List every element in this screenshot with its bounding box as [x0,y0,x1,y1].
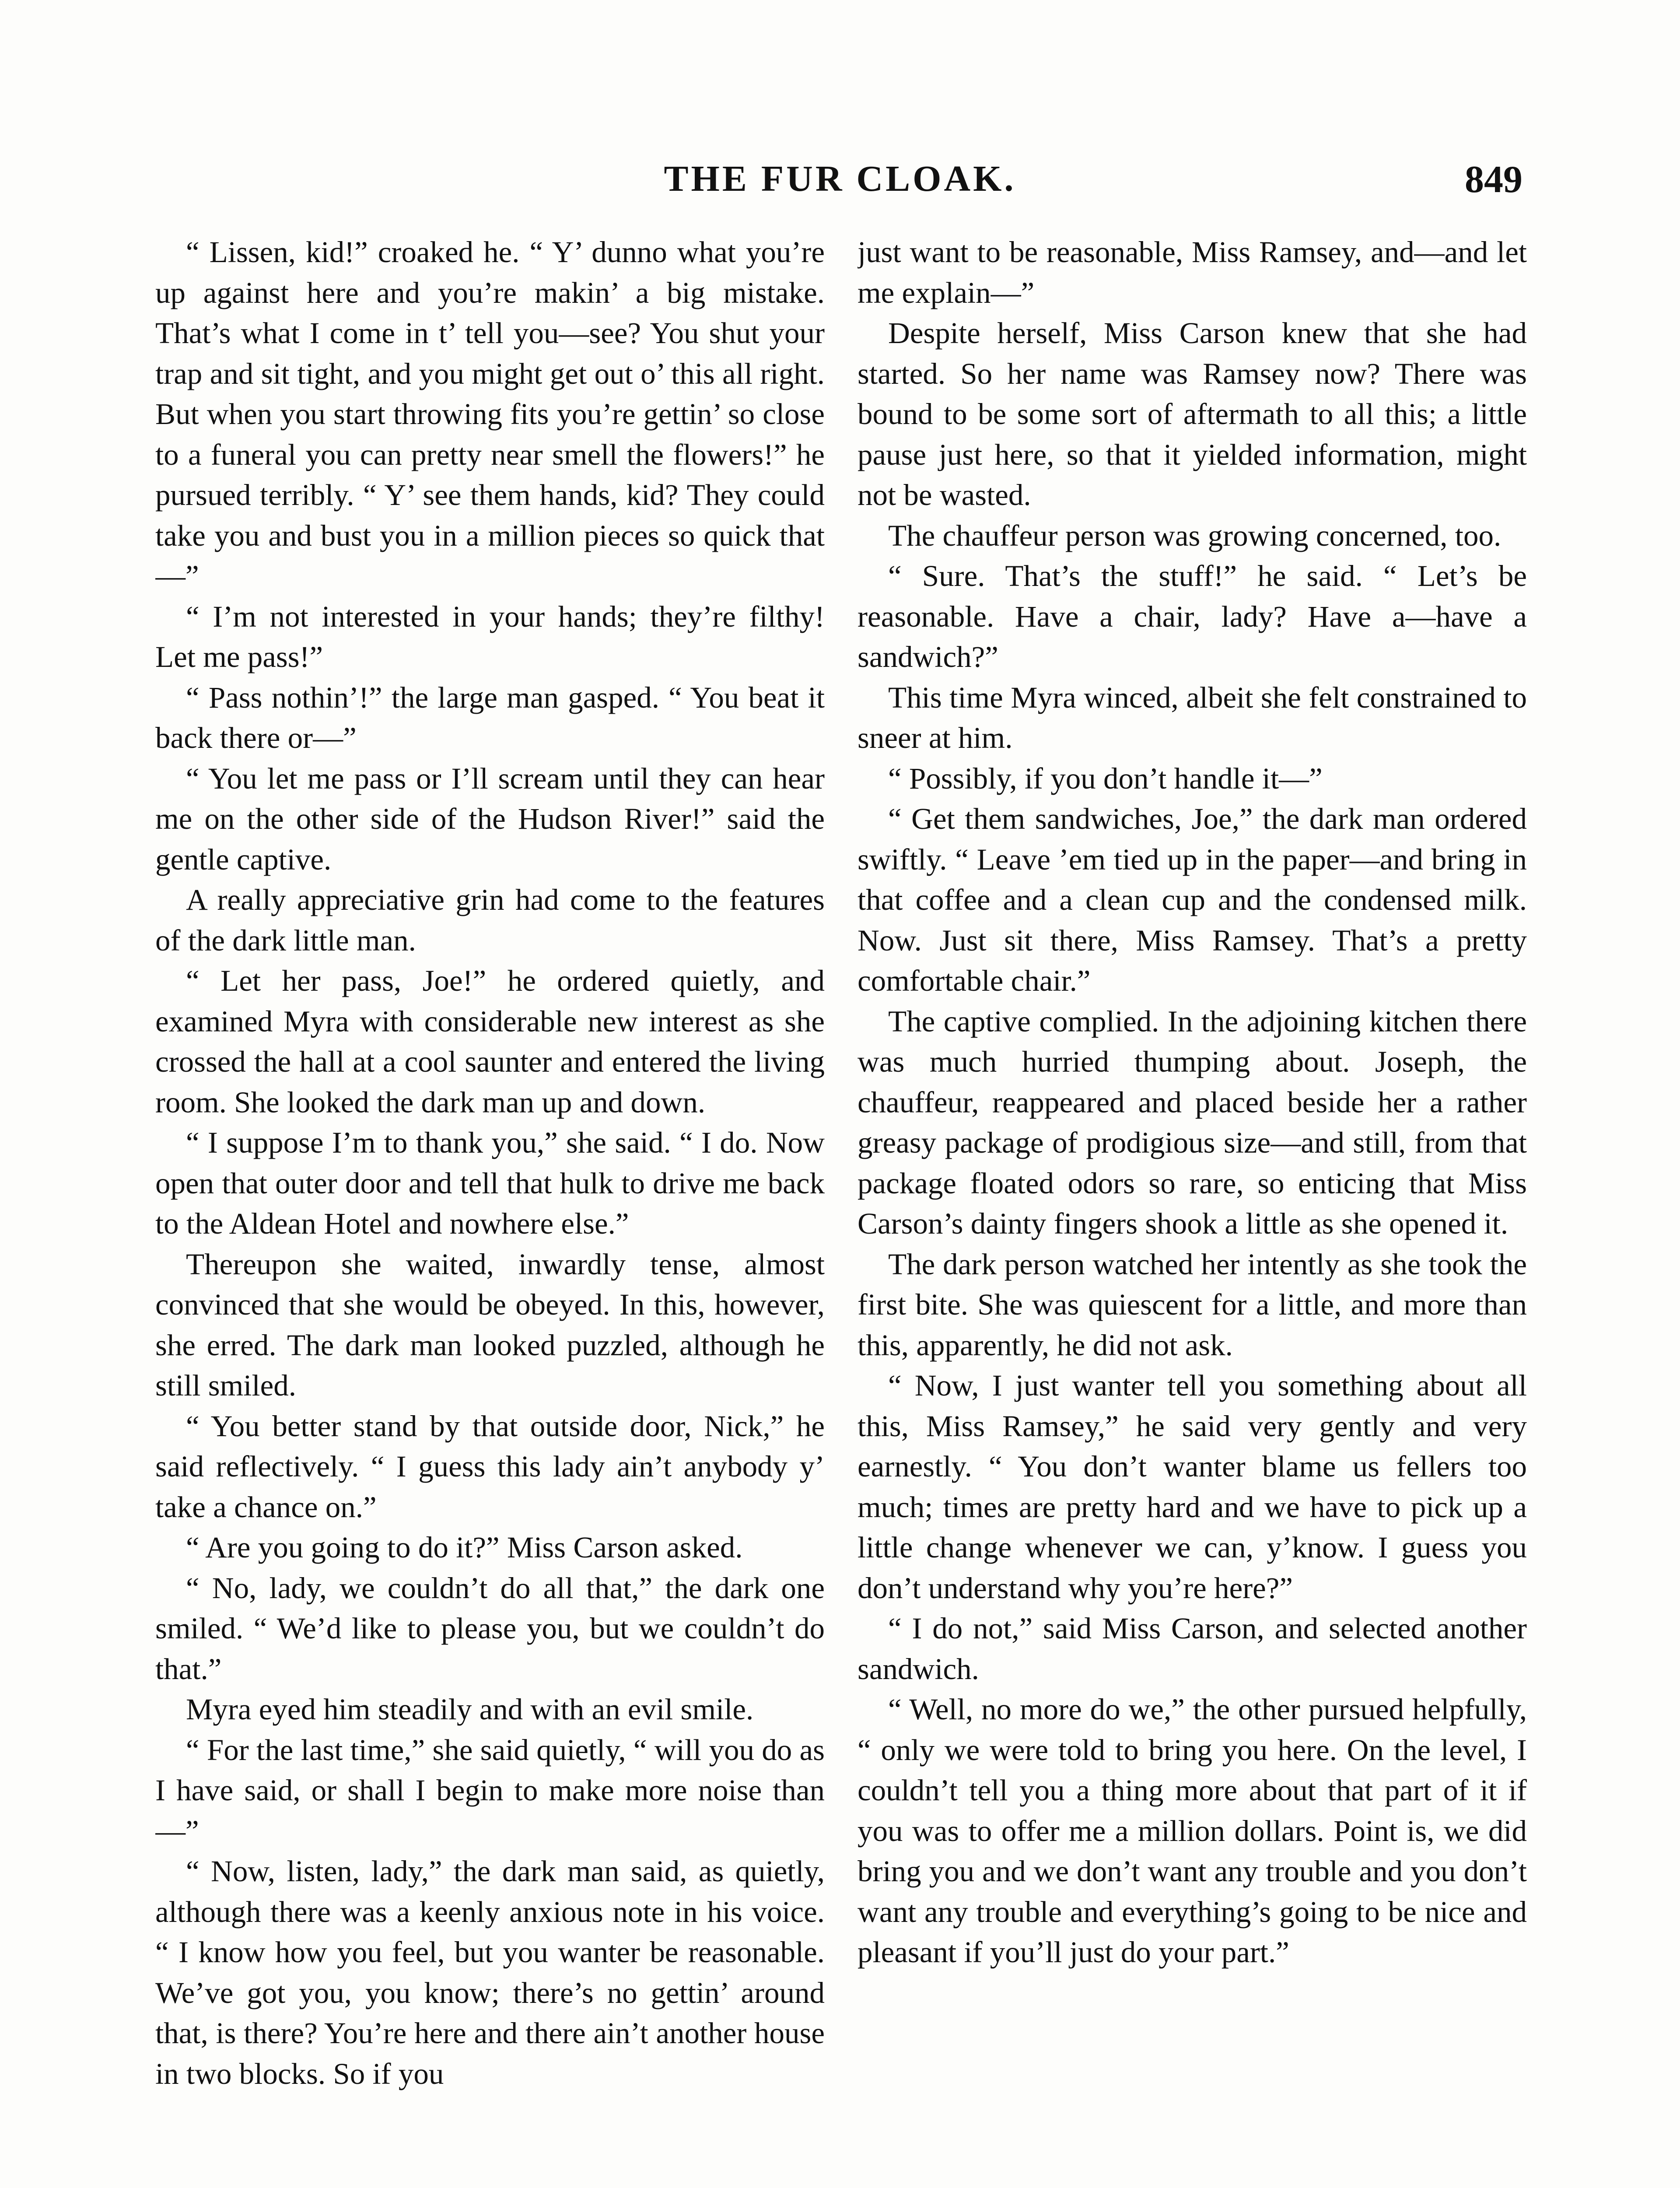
paragraph: Myra eyed him steadily and with an evil smile. [186,1693,754,1726]
paragraph: The captive complied. In the adjoining kitchen there was much hurried thumping about. Joseph, the chauffeur, reappeared and placed beside her a rather greasy package of prodigious size—and still, from that package floated odors so rare, so enticing that Miss Carson’s dainty fingers shook a little as she opened it. [858,1004,1527,1240]
paragraph: This time Myra winced, albeit she felt constrained to sneer at him. [858,680,1527,754]
paragraph: “ Now, listen, lady,” the dark man said, as quietly, although there was a keenly anxious note in his voice. “ I know how you feel, but you wanter be reasonable. We’ve got you, you know; there’s no gettin’ around that, is there? You’re here and there ain’t another house in two blocks. So if you [155,1855,825,2090]
paragraph: “ I suppose I’m to thank you,” she said. “ I do. Now open that outer door and tell that hulk to drive me back to the Aldean Hotel and nowhere else.” [155,1126,825,1240]
paragraph-continued: just want to be reasonable, Miss Ramsey, and—and let me explain—” [858,235,1527,309]
paragraph: “ No, lady, we couldn’t do all that,” the dark one smiled. “ We’d like to please you, but we couldn’t do that.” [155,1571,825,1686]
paragraph: The chauffeur person was growing concerned, too. [888,519,1502,552]
running-title: THE FUR CLOAK. [664,158,1016,199]
paragraph: “ Sure. That’s the stuff!” he said. “ Let’s be reasonable. Have a chair, lady? Have a—have a sandwich?” [858,559,1527,673]
paragraph: The dark person watched her intently as she took the first bite. She was quiescent for a little, and more than this, apparently, he did not ask. [858,1247,1527,1362]
paragraph: “ Possibly, if you don’t handle it—” [888,761,1323,795]
paragraph: Despite herself, Miss Carson knew that she had started. So her name was Ramsey now? There was bound to be some sort of aftermath to all this; a little pause just here, so that it yielded information, might not be wasted. [858,316,1527,512]
paragraph: “ Now, I just wanter tell you something about all this, Miss Ramsey,” he said very gently and very earnestly. “ You don’t wanter blame us fellers too much; times are pretty hard and we have to pick up a little change whenever we can, y’know. I guess you don’t understand why you’re here?” [858,1369,1527,1605]
paragraph: Thereupon she waited, inwardly tense, almost convinced that she would be obeyed. In this, however, she erred. The dark man looked puzzled, although he still smiled. [155,1247,825,1402]
left-column [155,232,825,2188]
paragraph: “ You better stand by that outside door, Nick,” he said reflectively. “ I guess this lady ain’t anybody y’ take a chance on.” [155,1409,825,1524]
paragraph: “ Get them sandwiches, Joe,” the dark man ordered swiftly. “ Leave ’em tied up in the paper—and bring in that coffee and a clean cup and the condensed milk. Now. Just sit there, Miss Ramsey. That’s a pretty comfortable chair.” [858,802,1527,997]
paragraph: “ I do not,” said Miss Carson, and selected another sandwich. [858,1612,1527,1686]
paragraph: “ For the last time,” she said quietly, “ will you do as I have said, or shall I begin to make more noise than—” [155,1733,825,1848]
paragraph: A really appreciative grin had come to the features of the dark little man. [155,883,825,957]
paragraph: “ Lissen, kid!” croaked he. “ Y’ dunno what you’re up against here and you’re makin’ a big mistake. That’s what I come in t’ tell you—see? You shut your trap and sit tight, and you might get out o’ this all right. But when you start throwing fits you’re gettin’ so close to a funeral you can pretty near smell the flowers!” he pursued terribly. “ Y’ see them hands, kid? They could take you and bust you in a million pieces so quick that—” [155,235,825,593]
page-number: 849 [1465,158,1522,201]
paragraph: “ Pass nothin’!” the large man gasped. “ You beat it back there or—” [155,680,825,754]
running-header [158,158,1522,210]
paragraph: “ I’m not interested in your hands; they’re filthy! Let me pass!” [155,600,825,673]
paragraph: “ You let me pass or I’ll scream until they can hear me on the other side of the Hudson River!” said the gentle captive. [155,761,825,876]
paragraph: “ Let her pass, Joe!” he ordered quietly, and examined Myra with considerable new interest as she crossed the hall at a cool saunter and entered the living room. She looked the dark man up and down. [155,964,825,1119]
paragraph: “ Are you going to do it?” Miss Carson asked. [186,1531,743,1564]
paragraph: “ Well, no more do we,” the other pursued helpfully, “ only we were told to bring you here. On the level, I couldn’t tell you a thing more about that part of it if you was to offer me a million dollars. Point is, we did bring you and we don’t want any trouble and you don’t want any trouble and everything’s going to be nice and pleasant if you’ll just do your part.” [858,1693,1527,1969]
right-column [858,232,1527,2188]
